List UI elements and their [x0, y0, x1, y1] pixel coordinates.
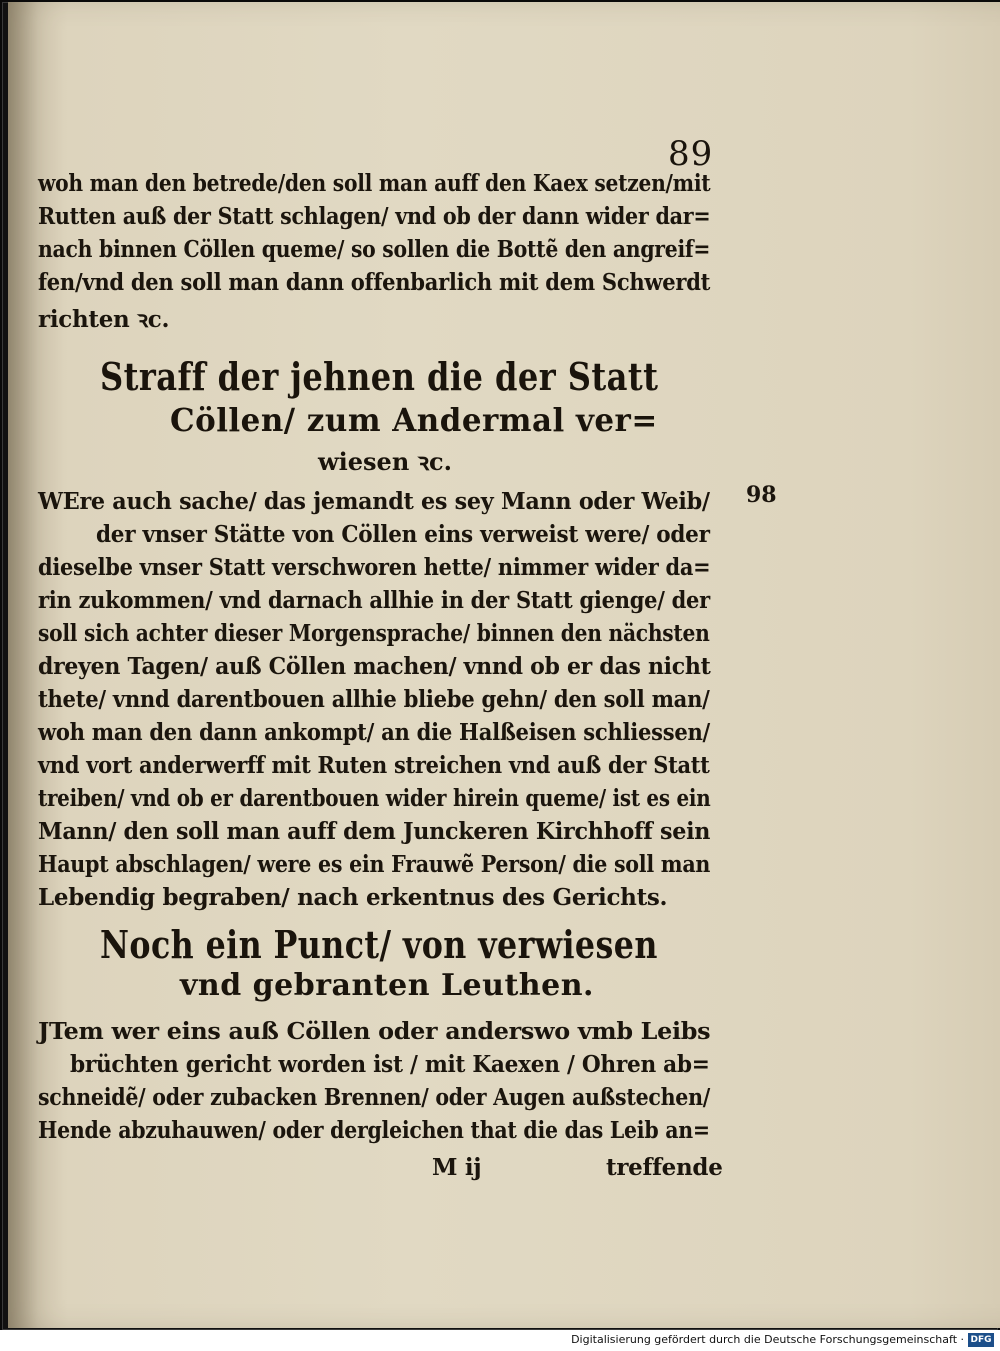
text-line: dieselbe vnser Statt verschworen hette/ nimmer wider da= — [38, 554, 711, 581]
section-heading: Cöllen/ zum Andermal ver= — [170, 401, 658, 439]
margin-note: 98 — [746, 482, 777, 508]
text-line: woh man den betrede/den soll man auff den Kaex setzen/mit — [38, 170, 711, 197]
footer-bar — [0, 1330, 1000, 1351]
text-line: Hende abzuhauwen/ oder dergleichen that die das Leib an= — [38, 1117, 710, 1144]
section-heading: Straff der jehnen die der Statt — [100, 354, 659, 399]
text-line: woh man den dann ankompt/ an die Halßeisen schliessen/ — [38, 719, 710, 746]
text-line: rin zukommen/ vnd darnach allhie in der Statt gienge/ der — [38, 587, 710, 614]
section-heading: wiesen ꝛc. — [318, 447, 452, 476]
funding-credit: Digitalisierung gefördert durch die Deutsche Forschungsgemeinschaft · — [571, 1333, 964, 1346]
page-number: 89 — [668, 134, 714, 174]
text-line: dreyen Tagen/ auß Cöllen machen/ vnnd ob er das nicht — [38, 653, 711, 680]
text-line: schneidẽ/ oder zubacken Brennen/ oder Augen außstechen/ — [38, 1084, 711, 1111]
catchword: treffende — [606, 1154, 723, 1181]
text-line: Lebendig begraben/ nach erkentnus des Gerichts. — [38, 884, 668, 911]
text-line: der vnser Stätte von Cöllen eins verweist were/ oder — [96, 521, 710, 548]
text-line: vnd vort anderwerff mit Ruten streichen vnd auß der Statt — [38, 752, 710, 779]
text-line: brüchten gericht worden ist / mit Kaexen / Ohren ab= — [70, 1051, 710, 1078]
text-line: thete/ vnnd darentbouen allhie bliebe gehn/ den soll man/ — [38, 686, 710, 713]
text-line: Haupt abschlagen/ were es ein Frauwẽ Person/ die soll man — [38, 851, 711, 878]
text-line: richten ꝛc. — [38, 306, 170, 333]
text-line: fen/vnd den soll man dann offenbarlich mit dem Schwerdt — [38, 269, 711, 296]
dfg-logo: DFG — [968, 1333, 994, 1347]
text-line: WEre auch sache/ das jemandt es sey Mann oder Weib/ — [38, 488, 710, 515]
text-line: JTem wer eins auß Cöllen oder anderswo vmb Leibs — [38, 1018, 711, 1045]
text-line: treiben/ vnd ob er darentbouen wider hirein queme/ ist es ein — [38, 785, 711, 812]
book-page — [8, 2, 1000, 1328]
text-line: Rutten auß der Statt schlagen/ vnd ob der dann wider dar= — [38, 203, 711, 230]
signature-mark: M ij — [432, 1154, 482, 1181]
section-heading: vnd gebranten Leuthen. — [180, 968, 594, 1003]
text-line: nach binnen Cöllen queme/ so sollen die Bottẽ den angreif= — [38, 236, 711, 263]
section-heading: Noch ein Punct/ von verwiesen — [100, 922, 658, 967]
text-line: Mann/ den soll man auff dem Junckeren Kirchhoff sein — [38, 818, 711, 845]
text-line: soll sich achter dieser Morgensprache/ binnen den nächsten — [38, 620, 710, 647]
